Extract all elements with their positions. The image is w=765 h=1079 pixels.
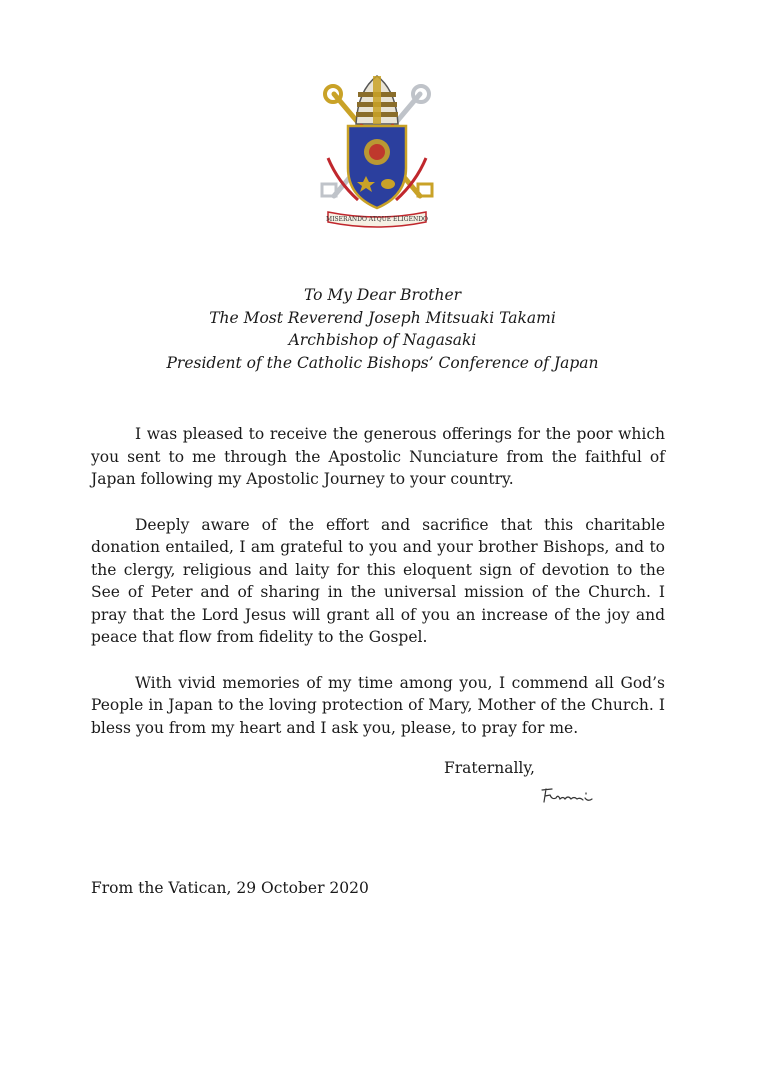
motto-text: MISERANDO ATQUE ELIGENDO: [326, 216, 428, 223]
recipient-position: President of the Catholic Bishops’ Conference of Japan: [166, 353, 599, 372]
salutation: To My Dear Brother: [303, 286, 462, 304]
recipient-name: The Most Reverend Joseph Mitsuaki Takami: [209, 308, 556, 327]
paragraph: With vivid memories of my time among you, I commend all God’s People in Japan to the loving protection of Mary, Mother of the Church. I bless you from my heart and I ask you, please, to pray for me.: [91, 673, 665, 737]
letter-body: [91, 423, 665, 762]
paragraph: Deeply aware of the effort and sacrifice that this charitable donation entailed, I am grateful to you and your brother Bishops, and to the clergy, religious and laity for this eloquent sign of devotion to the See of Peter and of sharing in the universal mission of the Church. I pray that the Lord Jesus will grant all of you an increase of the joy and peace that flow from fidelity to the Gospel.: [91, 515, 665, 646]
papal-coat-of-arms-icon: [318, 72, 436, 228]
closing: Fraternally,: [444, 759, 535, 777]
handwritten-signature-icon: [538, 784, 598, 808]
address-block: [0, 284, 765, 374]
motto-scroll: [326, 212, 428, 227]
dateline: From the Vatican, 29 October 2020: [91, 879, 369, 897]
shield-icon: [348, 126, 406, 208]
paragraph: I was pleased to receive the generous offerings for the poor which you sent to me through the Apostolic Nunciature from the faithful of Japan following my Apostolic Journey to your country.: [91, 425, 665, 488]
recipient-title: Archbishop of Nagasaki: [288, 331, 477, 349]
